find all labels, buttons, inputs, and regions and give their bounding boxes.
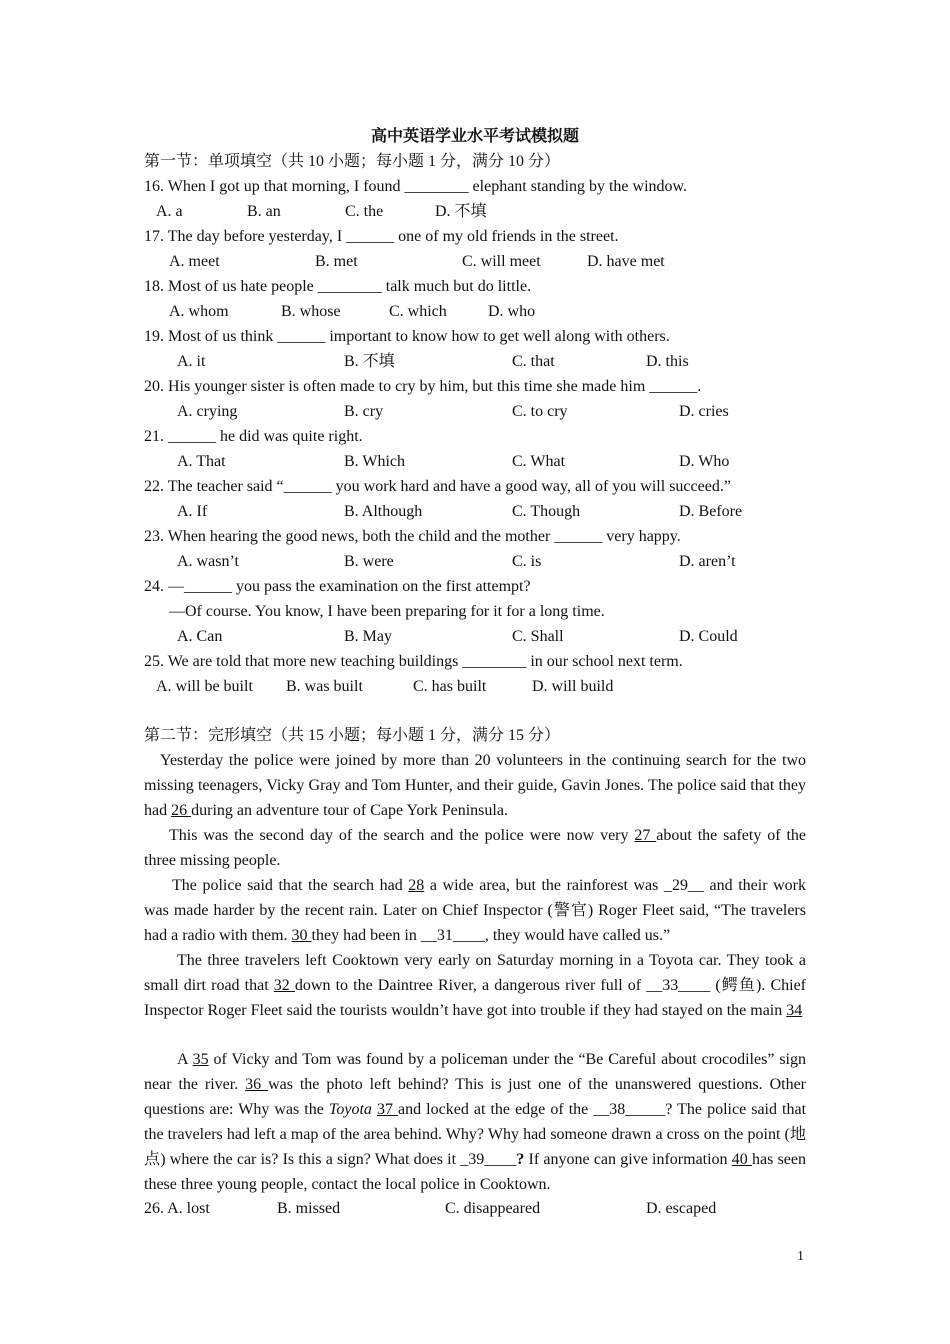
option-c: C. has built: [413, 678, 487, 695]
option-d: D. cries: [679, 403, 729, 420]
question-23-stem: 23. When hearing the good news, both the child and the mother ______ very happy.: [144, 528, 681, 545]
question-17-options: [0, 249, 950, 274]
option-b: B. Although: [344, 503, 423, 520]
option-b: B. whose: [281, 303, 341, 320]
option-d: D. Could: [679, 628, 738, 645]
blank-26: 26: [171, 802, 192, 819]
blank-30: 30: [291, 927, 312, 944]
option-c: C. What: [512, 453, 566, 470]
option-c: C. the: [345, 203, 384, 220]
question-23-options: [0, 549, 950, 574]
option-b: B. cry: [344, 403, 384, 420]
blank-35: 35: [192, 1051, 209, 1068]
blank-28: 28: [408, 877, 425, 894]
option-a: A. meet: [169, 253, 220, 270]
question-19-options: [0, 349, 950, 374]
exam-title: 高中英语学业水平考试模拟题: [370, 128, 579, 145]
question-26-options: [0, 1196, 950, 1221]
question-21-stem: 21. ______ he did was quite right.: [144, 428, 363, 445]
passage-paragraph-4: The three travelers left Cooktown very early on Saturday morning in a Toyota car. They took a small dirt road that 32 down to the Daintree River, a dangerous river full of __33____ (鳄鱼). Chief Inspector Roger Fleet said the tourists wouldn’t have got into trouble if they had stayed on the main 34: [144, 952, 807, 1019]
blank-37: 37: [376, 1101, 399, 1118]
question-19-stem: 19. Most of us think ______ important to know how to get well along with others.: [144, 328, 670, 345]
option-d: D. have met: [587, 253, 665, 270]
option-c: C. Though: [512, 503, 581, 520]
question-25-options: [0, 674, 950, 699]
option-c: C. Shall: [512, 628, 564, 645]
question-18-options: [0, 299, 950, 324]
question-24-reply: —Of course. You know, I have been preparing for it for a long time.: [169, 603, 605, 620]
option-a: A. Can: [177, 628, 223, 645]
option-c: C. which: [389, 303, 447, 320]
option-d: D. will build: [532, 678, 614, 695]
option-a: 26. A. lost: [144, 1200, 210, 1217]
passage-paragraph-5: A 35 of Vicky and Tom was found by a policeman under the “Be Careful about crocodiles” sign near the river. 36 was the photo left behind? This is just one of the unanswered questions. Other questions are: Why was the Toyota 37 and locked at the edge of the __38_____? The police said that the travelers had left a map of the area behind. Why? Why had someone drawn a cross on the point (地点) where the car is? Is this a sign? What does it _39____? If anyone can give information 40 has seen these three young people, contact the local police in Cooktown.: [144, 1051, 807, 1193]
option-b: B. an: [247, 203, 281, 220]
blank-31: __31____: [420, 927, 485, 944]
option-d: D. 不填: [435, 203, 487, 220]
question-16-options: [0, 199, 950, 224]
option-c: C. will meet: [462, 253, 541, 270]
option-a: A. whom: [169, 303, 229, 320]
blank-38: __38_____: [593, 1101, 666, 1118]
question-20-options: [0, 399, 950, 424]
option-a: A. That: [177, 453, 226, 470]
option-d: D. this: [646, 353, 689, 370]
option-b: B. were: [344, 553, 394, 570]
option-a: A. wasn’t: [177, 553, 239, 570]
question-22-stem: 22. The teacher said “______ you work hard and have a good way, all of you will succeed.”: [144, 478, 731, 495]
option-b: B. missed: [277, 1200, 341, 1217]
option-d: D. Before: [679, 503, 743, 520]
question-24-stem: 24. —______ you pass the examination on the first attempt?: [144, 578, 531, 595]
blank-33: __33____: [646, 977, 711, 994]
option-d: D. Who: [679, 453, 730, 470]
option-c: C. that: [512, 353, 555, 370]
passage-paragraph-1: Yesterday the police were joined by more than 20 volunteers in the continuing search for the two missing teenagers, Vicky Gray and Tom Hunter, and their guide, Gavin Jones. The police said that they had 26 during an adventure tour of Cape York Peninsula.: [144, 752, 806, 819]
question-18-stem: 18. Most of us hate people ________ talk much but do little.: [144, 278, 532, 295]
question-24-options: [0, 624, 950, 649]
option-b: B. May: [344, 628, 392, 645]
option-c: C. disappeared: [445, 1200, 541, 1217]
question-25-stem: 25. We are told that more new teaching buildings ________ in our school next term.: [144, 653, 683, 670]
option-b: B. was built: [286, 678, 363, 695]
option-a: A. will be built: [156, 678, 253, 695]
question-20-stem: 20. His younger sister is often made to cry by him, but this time she made him ______.: [144, 378, 702, 395]
blank-39: _39____: [460, 1151, 517, 1168]
option-d: D. aren’t: [679, 553, 736, 570]
page-number: 1: [797, 1249, 804, 1264]
option-b: B. Which: [344, 453, 406, 470]
passage-paragraph-2: This was the second day of the search and the police were now very 27 about the safety of the three missing people.: [144, 827, 807, 869]
question-17-stem: 17. The day before yesterday, I ______ one of my old friends in the street.: [144, 228, 619, 245]
option-a: A. If: [177, 503, 208, 520]
option-c: C. is: [512, 553, 542, 570]
blank-40: 40: [731, 1151, 753, 1168]
option-d: D. who: [488, 303, 536, 320]
option-b: B. met: [315, 253, 358, 270]
question-22-options: [0, 499, 950, 524]
section1-header: 第一节：单项填空（共 10 小题；每小题 1 分，满分 10 分）: [144, 153, 561, 170]
section2-header: 第二节：完形填空（共 15 小题；每小题 1 分，满分 15 分）: [144, 727, 561, 744]
blank-34: 34: [786, 1002, 803, 1019]
blank-36: 36: [245, 1076, 269, 1093]
passage-paragraph-3: The police said that the search had 28 a wide area, but the rainforest was _29__ and their work was made harder by the recent rain. Later on Chief Inspector (警官) Roger Fleet said, “The travelers had a radio with them. 30 they had been in __31____, they would have called us.”: [144, 877, 806, 944]
question-21-options: [0, 449, 950, 474]
blank-27: 27: [634, 827, 657, 844]
option-a: A. crying: [177, 403, 238, 420]
blank-29: _29__: [663, 877, 704, 894]
blank-32: 32: [273, 977, 295, 994]
question-16-stem: 16. When I got up that morning, I found ________ elephant standing by the window.: [144, 178, 688, 195]
option-d: D. escaped: [646, 1200, 717, 1217]
option-a: A. a: [156, 203, 183, 220]
option-b: B. 不填: [344, 353, 395, 370]
option-c: C. to cry: [512, 403, 568, 420]
option-a: A. it: [177, 353, 206, 370]
